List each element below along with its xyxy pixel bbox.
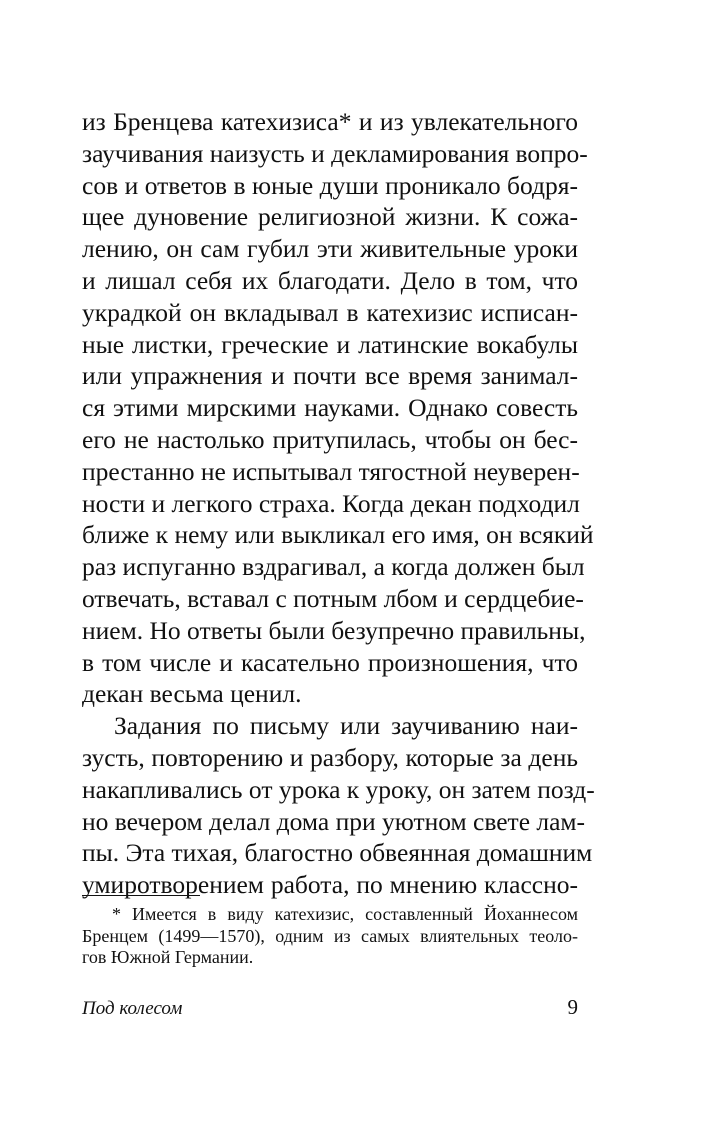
text-line: умиротворением работа, по мнению классно- bbox=[82, 870, 578, 900]
footnote-line: гов Южной Германии. bbox=[82, 947, 254, 967]
text-line: его не настолько притупилась, чтобы он бес- bbox=[82, 424, 578, 454]
text-line: ные листки, греческие и латинские вокабулы bbox=[82, 329, 578, 359]
text-line: нием. Но ответы были безупречно правильны, bbox=[82, 615, 586, 645]
paragraph-2 bbox=[82, 710, 595, 901]
footnote-divider bbox=[82, 895, 200, 896]
page-number: 9 bbox=[567, 995, 578, 1019]
text-line: престанно не испытывал тягостной неуверен- bbox=[82, 456, 580, 486]
footnote-line: * Имеется в виду катехизис, составленный Йоханнесом bbox=[112, 904, 578, 924]
text-line: ся этими мирскими науками. Однако совесть bbox=[82, 393, 578, 423]
text-line: накапливались от урока к уроку, он затем позд- bbox=[82, 774, 595, 804]
text-line: декан весьма ценил. bbox=[82, 679, 302, 709]
text-line: ближе к нему или выкликал его имя, он всякий bbox=[82, 520, 594, 550]
text-line: зусть, повторению и разбору, которые за день bbox=[82, 742, 578, 772]
footnote-line: Бренцем (1499—1570), одним из самых влиятельных теоло- bbox=[82, 925, 578, 946]
main-text bbox=[82, 106, 595, 901]
text-line: лению, он сам губил эти живительные уроки bbox=[82, 234, 578, 264]
footnote bbox=[82, 904, 578, 969]
text-line: заучивания наизусть и декламирования вопро- bbox=[82, 138, 588, 168]
text-line: из Бренцева катехизиса* и из увлекательного bbox=[82, 107, 578, 136]
text-line: или упражнения и почти все время занимал- bbox=[82, 361, 578, 391]
text-line: Задания по письму или заучиванию наи- bbox=[114, 711, 578, 741]
paragraph-1 bbox=[82, 106, 594, 710]
text-line: пы. Эта тихая, благостно обвеянная домашним bbox=[82, 838, 593, 868]
text-line: но вечером делал дома при уютном свете лам- bbox=[82, 806, 586, 836]
text-line: раз испуганно вздрагивал, а когда должен был bbox=[82, 552, 585, 582]
text-line: отвечать, вставал с потным лбом и сердцебие- bbox=[82, 583, 584, 613]
text-line: украдкой он вкладывал в катехизис исписан- bbox=[82, 297, 578, 327]
text-line: щее дуновение религиозной жизни. К сожа- bbox=[82, 202, 578, 232]
text-line: в том числе и касательно произношения, что bbox=[82, 647, 578, 677]
text-line: сов и ответов в юные души проникало бодря- bbox=[82, 170, 578, 200]
text-line: ности и легкого страха. Когда декан подходил bbox=[82, 488, 580, 518]
running-title: Под колесом bbox=[82, 998, 183, 1019]
text-line: и лишал себя их благодати. Дело в том, что bbox=[82, 265, 578, 295]
